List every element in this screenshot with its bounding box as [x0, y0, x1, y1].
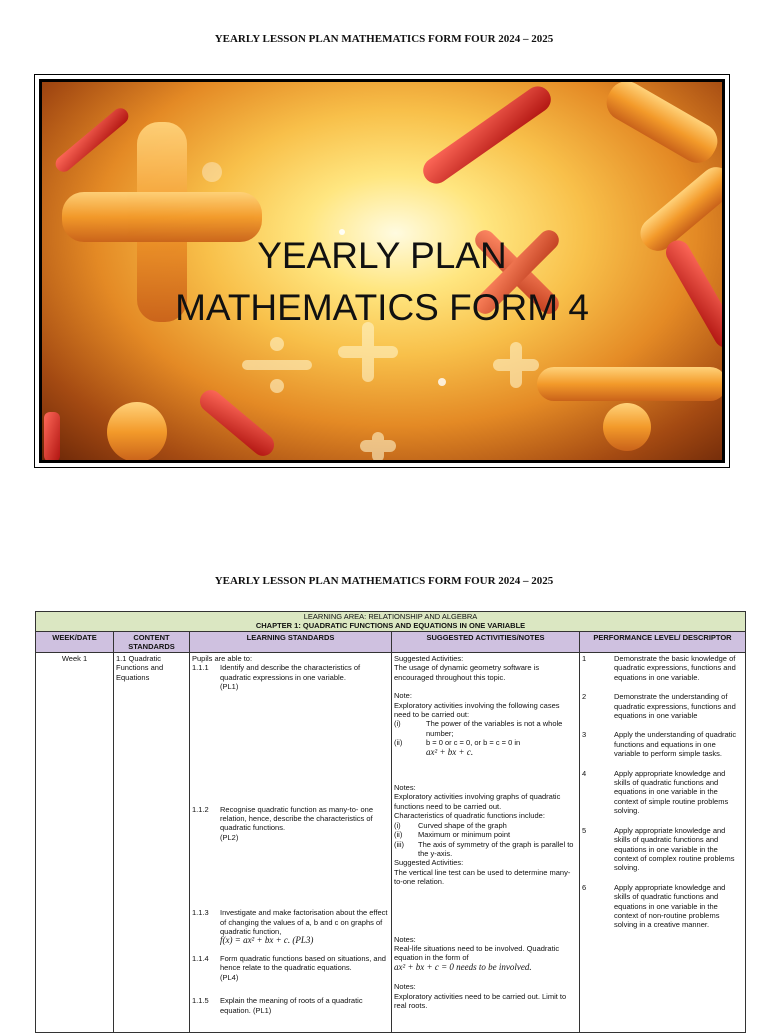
week-cell: Week 1 — [36, 653, 114, 1033]
performance-level: 1 Demonstrate the basic knowledge of quadratic expressions, functions and equations in one variable. — [582, 654, 736, 682]
document-title: YEARLY LESSON PLAN MATHEMATICS FORM FOUR 2024 – 2025 — [214, 33, 554, 45]
cover-image — [39, 79, 725, 463]
note-item: (ii) Maximum or minimum point — [394, 830, 511, 840]
performance-level: 5 Apply appropriate knowledge and skills of quadratic functions and equations in one variable in the context of complex routine problems solving. — [582, 825, 735, 873]
learning-standard: 1.1.1 Identify and describe the characteristics of quadratic expressions in one variable. (PL1) — [192, 663, 361, 692]
table-row — [36, 653, 746, 1033]
note-item: (iii) The axis of symmetry of the graph is parallel to the y-axis. — [394, 839, 574, 858]
performance-level: 4 Apply appropriate knowledge and skills of quadratic functions and equations in one variable in the context of simple routine problems solving. — [582, 768, 729, 816]
learning-area-row — [36, 612, 746, 632]
learning-standard: 1.1.5 Explain the meaning of roots of a quadratic equation. (PL1) — [192, 996, 363, 1015]
cover-title-line2: MATHEMATICS FORM 4 — [175, 287, 589, 328]
column-header-performance: PERFORMANCE LEVEL/ DESCRIPTOR — [580, 632, 746, 653]
performance-level: 6 Apply appropriate knowledge and skills of quadratic functions and equations in one variable in the context of non-routine problems solving in a creative manner. — [582, 882, 726, 930]
cover-banner — [34, 74, 730, 468]
note-item: (ii) b = 0 or c = 0, or b = c = 0 in ax² + bx + c. — [394, 738, 521, 757]
cover-title — [42, 230, 722, 334]
performance-level: 3 Apply the understanding of quadratic functions and equations in one variable to perform simple tasks. — [582, 730, 737, 759]
ls-intro: Pupils are able to: — [192, 654, 253, 663]
chapter-title: CHAPTER 1: QUADRATIC FUNCTIONS AND EQUATIONS IN ONE VARIABLE — [255, 620, 526, 630]
section-title: YEARLY LESSON PLAN MATHEMATICS FORM FOUR 2024 – 2025 — [214, 575, 554, 587]
performance-cell — [580, 653, 746, 1033]
learning-area: LEARNING AREA: RELATIONSHIP AND ALGEBRA — [303, 612, 478, 621]
performance-level: 2 Demonstrate the understanding of quadratic expressions, functions and equations in one variable — [582, 692, 736, 721]
activities-cell: Suggested Activities: The usage of dynamic geometry software is encouraged throughout this topic. Note: Exploratory activities involving the following cases need to be carried out: (i) The power of the variables is not a whole number; (ii) b = 0 or c = 0, or b = c = 0 in ax² + bx + c. Notes: Exploratory activities involving graphs of quadratic functions need to be carried out. Characteristics of quadratic functions include: (i) Curved shape of the graph (ii) Maximum or minimum point (iii) The axis of symmetry of the graph is parallel to the y-axis. Suggested Activities: The vertical line test can be used to determine many-to-one relation. Notes: Real-life situations need to be involved. Quadratic equation in the form of ax² + bx + c = 0 needs to be involved. Notes: Exploratory activities need to be carried out. Limit to real roots. — [392, 653, 580, 1033]
learning-standards-cell — [190, 653, 392, 1033]
note-item: (i) Curved shape of the graph — [394, 820, 507, 830]
learning-standard: 1.1.2 Recognise quadratic function as many-to- one relation, hence, describe the characteristics of quadratic functions. (PL2) — [192, 804, 374, 842]
column-header-week: WEEK/DATE — [36, 632, 114, 653]
minus-symbol — [418, 82, 556, 189]
column-header-activities: SUGGESTED ACTIVITIES/NOTES — [392, 632, 580, 653]
column-header-learning: LEARNING STANDARDS — [190, 632, 392, 653]
table-header-row — [36, 632, 746, 653]
learning-standard: 1.1.4 Form quadratic functions based on situations, and hence relate to the quadratic equations. (PL4) — [192, 953, 386, 982]
column-header-content: CONTENT STANDARDS — [114, 632, 190, 653]
cover-title-line1: YEARLY PLAN — [257, 235, 507, 276]
note-item: (i) The power of the variables is not a whole number; — [394, 719, 563, 738]
content-standard-cell: 1.1 Quadratic Functions and Equations — [114, 653, 190, 1033]
learning-standard: 1.1.3 Investigate and make factorisation about the effect of changing the values of a, b and c on graphs of quadratic function, f(x) = ax² + bx + c. (PL3) — [192, 908, 388, 946]
lesson-plan-table — [35, 611, 746, 1033]
